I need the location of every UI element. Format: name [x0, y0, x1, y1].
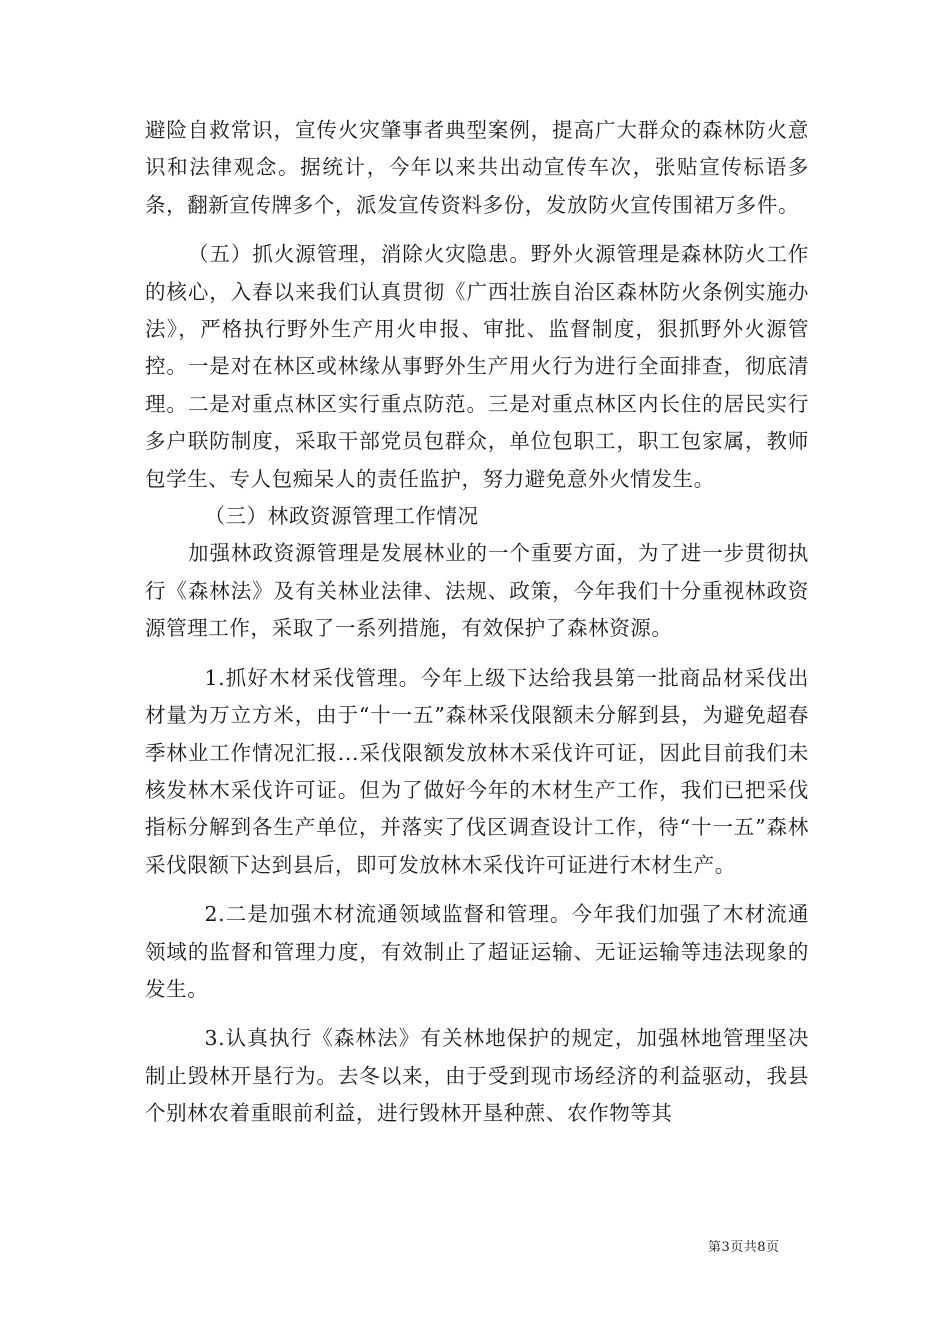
paragraph-forest-land-protection: 3.认真执行《森林法》有关林地保护的规定，加强林地管理坚决制止毁林开垦行为。去冬以来，由于受到现市场经济的利益驱动，我县个别林农着重眼前利益，进行毁林开垦种蔗、农作物等其 [145, 1026, 809, 1126]
paragraph-continuation: 避险自救常识，宣传火灾肇事者典型案例，提高广大群众的森林防火意识和法律观念。据统计，今年以来共出动宣传车次，张贴宣传标语多条，翻新宣传牌多个，派发宣传资料多份，发放防火宣传围裙万多件。 [145, 118, 809, 217]
paragraph-forestry-resources-intro: 加强林政资源管理是发展林业的一个重要方面，为了进一步贯彻执行《森林法》及有关林业法律、法规、政策，今年我们十分重视林政资源管理工作，采取了一系列措施，有效保护了森林资源。 [145, 541, 809, 641]
section-heading-forestry-resources: （三）林政资源管理工作情况 [204, 504, 479, 529]
paragraph-timber-harvest: 1.抓好木材采伐管理。今年上级下达给我县第一批商品材采伐出材量为万立方米，由于“十一五”森林采伐限额未分解到县，为避免超春季林业工作情况汇报...采伐限额发放林木采伐许可证，因此目前我们未核发林木采伐许可证。但为了做好今年的木材生产工作，我们已把采伐指标分解到各生产单位，并落实了伐区调查设计工作，待“十一五”森林采伐限额下达到县后，即可发放林木采伐许可证进行木材生产。 [145, 665, 809, 877]
paragraph-fire-source-management: （五）抓火源管理，消除火灾隐患。野外火源管理是森林防火工作的核心，入春以来我们认真贯彻《广西壮族自治区森林防火条例实施办法》，严格执行野外生产用火申报、审批、监督制度，狠抓野外火源管控。一是对在林区或林缘从事野外生产用火行为进行全面排查，彻底清理。二是对重点林区实行重点防范。三是对重点林区内长住的居民实行多户联防制度，采取干部党员包群众，单位包职工，职工包家属，教师包学生、专人包痴呆人的责任监护，努力避免意外火情发生。 [145, 242, 809, 491]
paragraph-timber-circulation: 2.二是加强木材流通领域监督和管理。今年我们加强了木材流通领域的监督和管理力度，有效制止了超证运输、无证运输等违法现象的发生。 [145, 902, 809, 1001]
document-body [145, 112, 809, 1133]
page-indicator: 第3页共8页 [708, 1240, 780, 1255]
